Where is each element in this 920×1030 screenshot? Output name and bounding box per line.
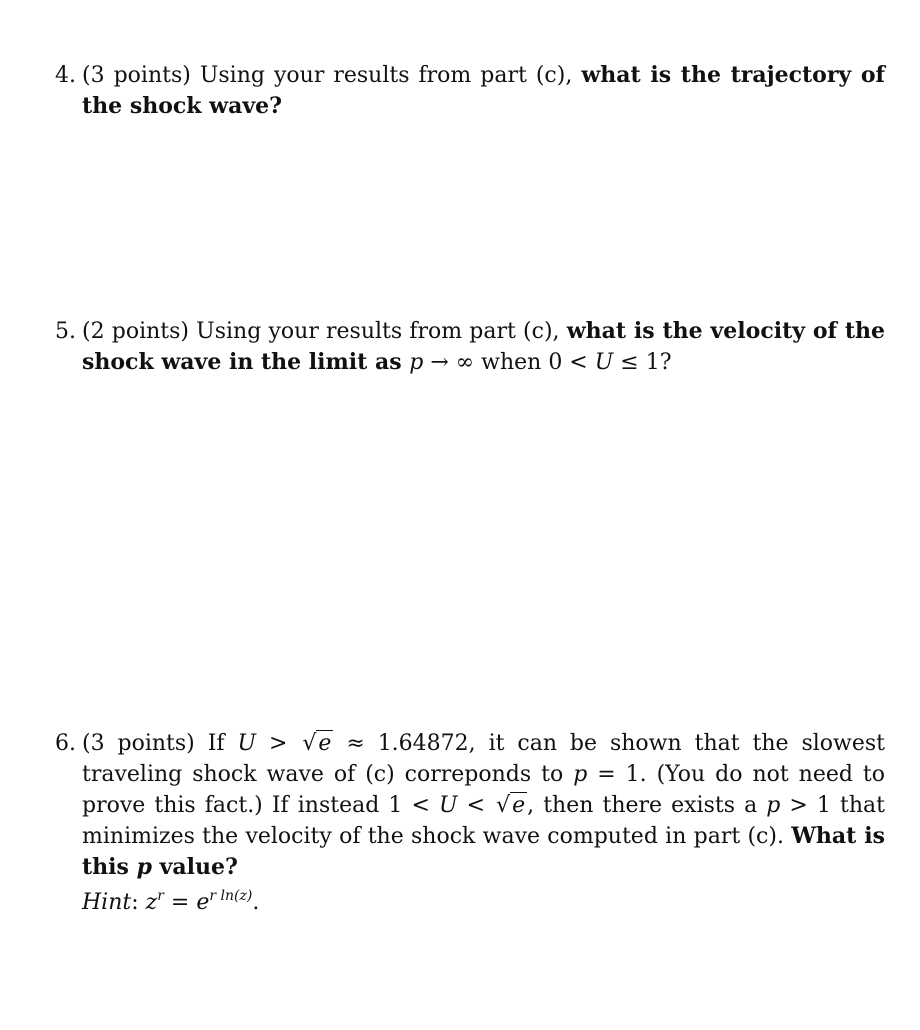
eq-text: = 1. (You do not need to prove this fact.) If instead 1 < [82,762,885,818]
sqrt-e: √e [302,731,332,756]
math-p: p [573,762,588,787]
problem-6-question: What is this [82,823,885,880]
hint-r: r [157,888,164,904]
hint-z: z [145,890,158,915]
gt1-text: > 1 that minimizes the velocity of the shock wave computed in part (c). [82,793,885,849]
problem-6-question-end: value? [151,854,238,880]
problem-5 [55,316,885,378]
math-p: p [409,350,424,375]
hint-period: . [252,890,260,915]
problem-5-question: what is the velocity of the shock wave in the limit as [82,318,885,375]
hint-colon: : [131,890,146,915]
hint-exponent: r ln(z) [209,888,253,904]
mid-text: , then there exists a [527,793,767,818]
hint [82,881,259,918]
math-p: p [136,854,152,880]
problem-4-number: 4. [55,63,76,88]
problem-4-points: (3 points) Using your results from part (c), [82,63,582,88]
radical-icon: √ [302,731,317,756]
math-p: p [766,793,781,818]
inequality-tail: ≤ 1? [613,350,672,375]
hint-e: e [196,890,210,915]
problem-4-question: what is the trajectory of the shock wave? [82,62,885,119]
approx-text: ≈ 1.64872, it can be shown that the slowest traveling shock wave of (c) correponds to [82,731,886,787]
when-text: when 0 < [474,350,595,375]
math-u: U [237,731,257,756]
hint-label: Hint [82,890,132,915]
problem-6-intro: (3 points) If [82,731,238,756]
problem-5-number: 5. [55,319,76,344]
problem-4 [55,60,885,122]
problem-6-number: 6. [55,731,76,756]
problem-5-text [82,316,885,378]
gt-sign: > [256,731,301,756]
arrow-infinity: → ∞ [423,350,475,375]
sqrt-e: √e [496,793,526,818]
problem-5-points: (2 points) Using your results from part (c), [82,319,567,344]
radical-icon: √ [496,793,511,818]
problem-4-text [82,60,885,122]
lt-sign: < [457,793,495,818]
problem-6 [55,728,885,883]
math-u: U [594,350,614,375]
problem-6-text [82,728,885,883]
math-u: U [438,793,458,818]
hint-eq: = [163,890,197,915]
